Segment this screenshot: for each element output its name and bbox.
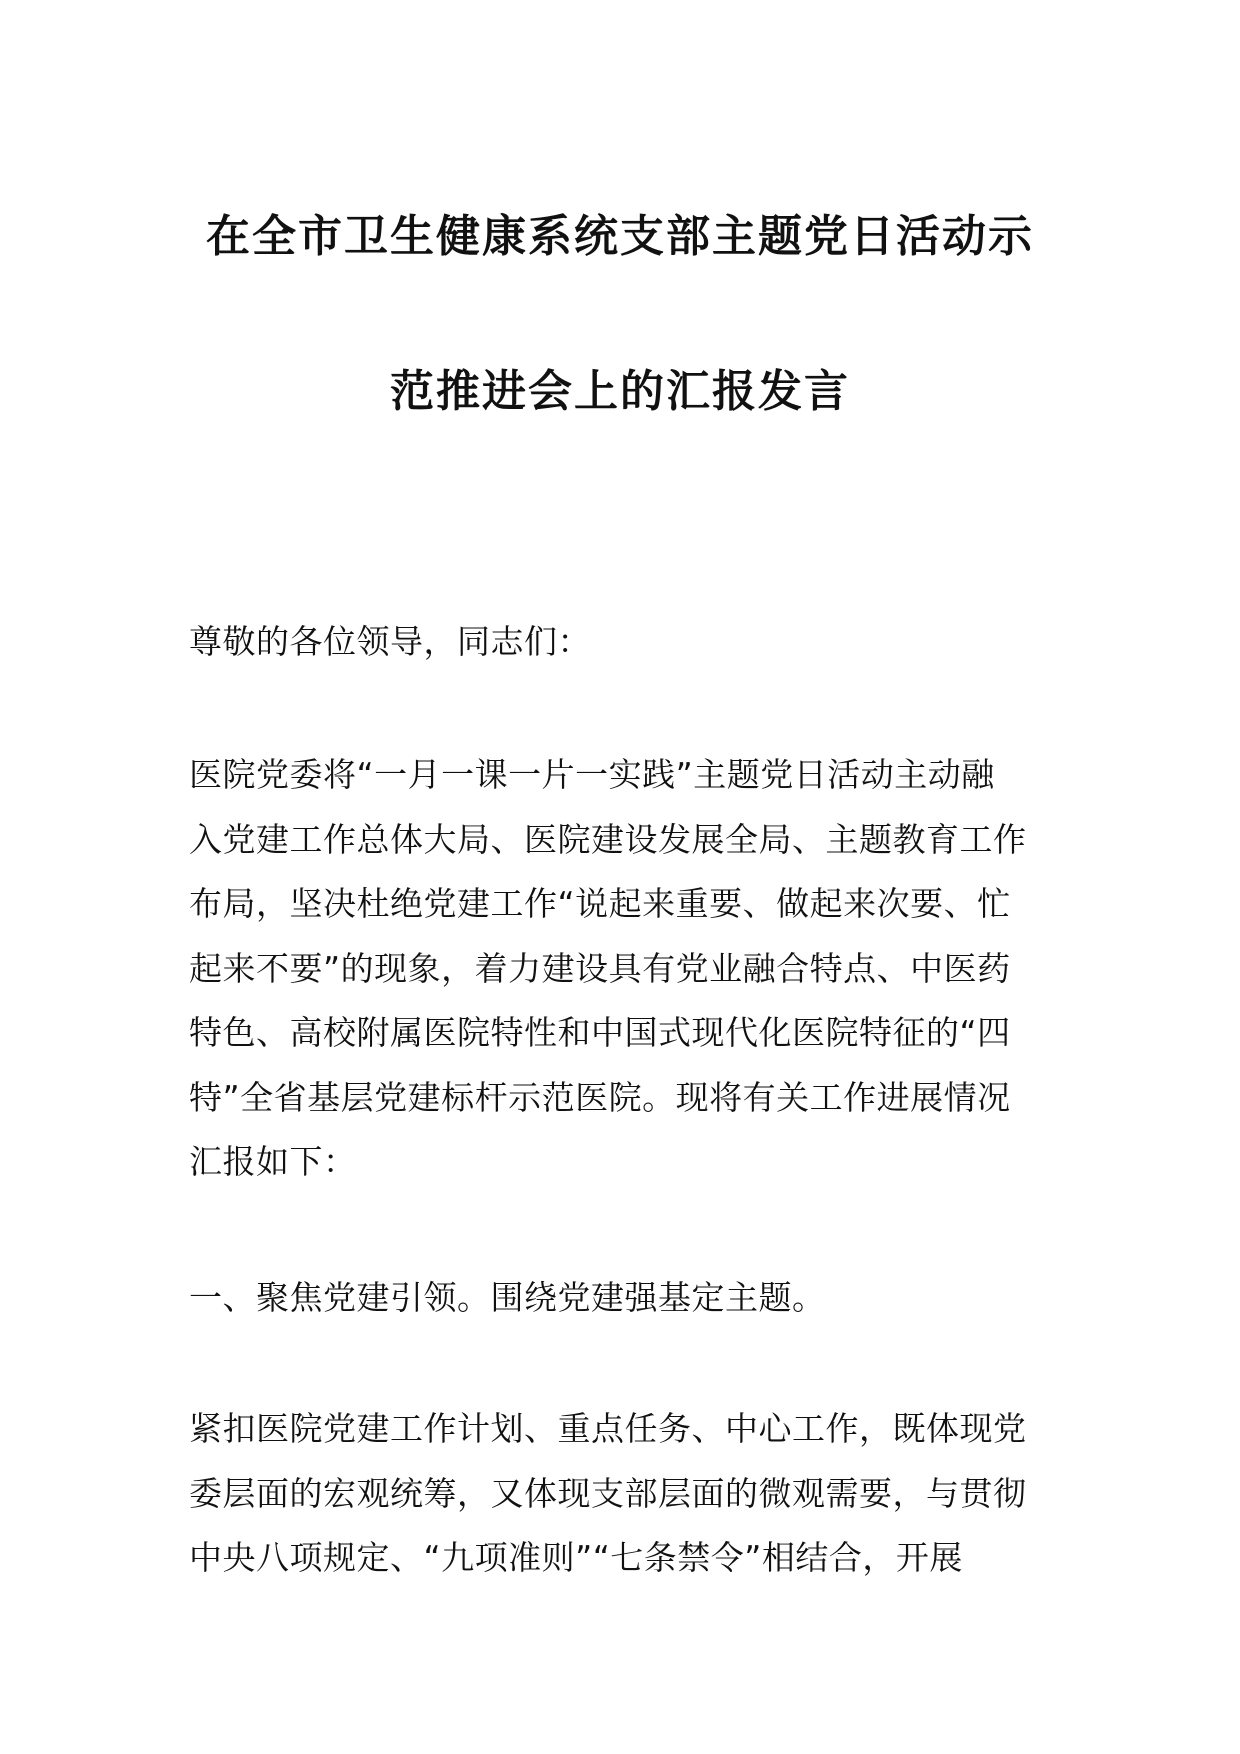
paragraph-line: 布局，坚决杜绝党建工作“说起来重要、做起来次要、忙 [189, 884, 1011, 923]
paragraph-line: 入党建工作总体大局、医院建设发展全局、主题教育工作 [189, 819, 1027, 859]
paragraph-2 [189, 1397, 1069, 1591]
paragraph-line: 汇报如下： [189, 1142, 357, 1181]
paragraph-1 [189, 743, 1069, 1195]
salutation-text: 尊敬的各位领导，同志们： [189, 622, 591, 661]
paragraph-line: 特色、高校附属医院特性和中国式现代化医院特征的“四 [189, 1013, 1011, 1052]
section-heading-1 [189, 1266, 1069, 1331]
section-heading-text: 一、聚焦党建引领。围绕党建强基定主题。 [189, 1278, 826, 1317]
paragraph-line: 特”全省基层党建标杆示范医院。现将有关工作进展情况 [189, 1077, 1011, 1117]
paragraph-line: 委层面的宏观统筹，又体现支部层面的微观需要，与贯彻 [189, 1473, 1027, 1513]
paragraph-line: 起来不要”的现象，着力建设具有党业融合特点、中医药 [189, 948, 1011, 988]
paragraph-line: 医院党委将“一月一课一片一实践”主题党日活动主动融 [189, 755, 995, 794]
document-title-line-2: 范推进会上的汇报发言 [390, 366, 850, 417]
paragraph-line: 紧扣医院党建工作计划、重点任务、中心工作，既体现党 [189, 1409, 1027, 1448]
paragraph-line: 中央八项规定、“九项准则”“七条禁令”相结合，开展 [189, 1538, 963, 1577]
salutation [189, 610, 1069, 675]
document-title-line-1: 在全市卫生健康系统支部主题党日活动示 [206, 211, 1034, 262]
